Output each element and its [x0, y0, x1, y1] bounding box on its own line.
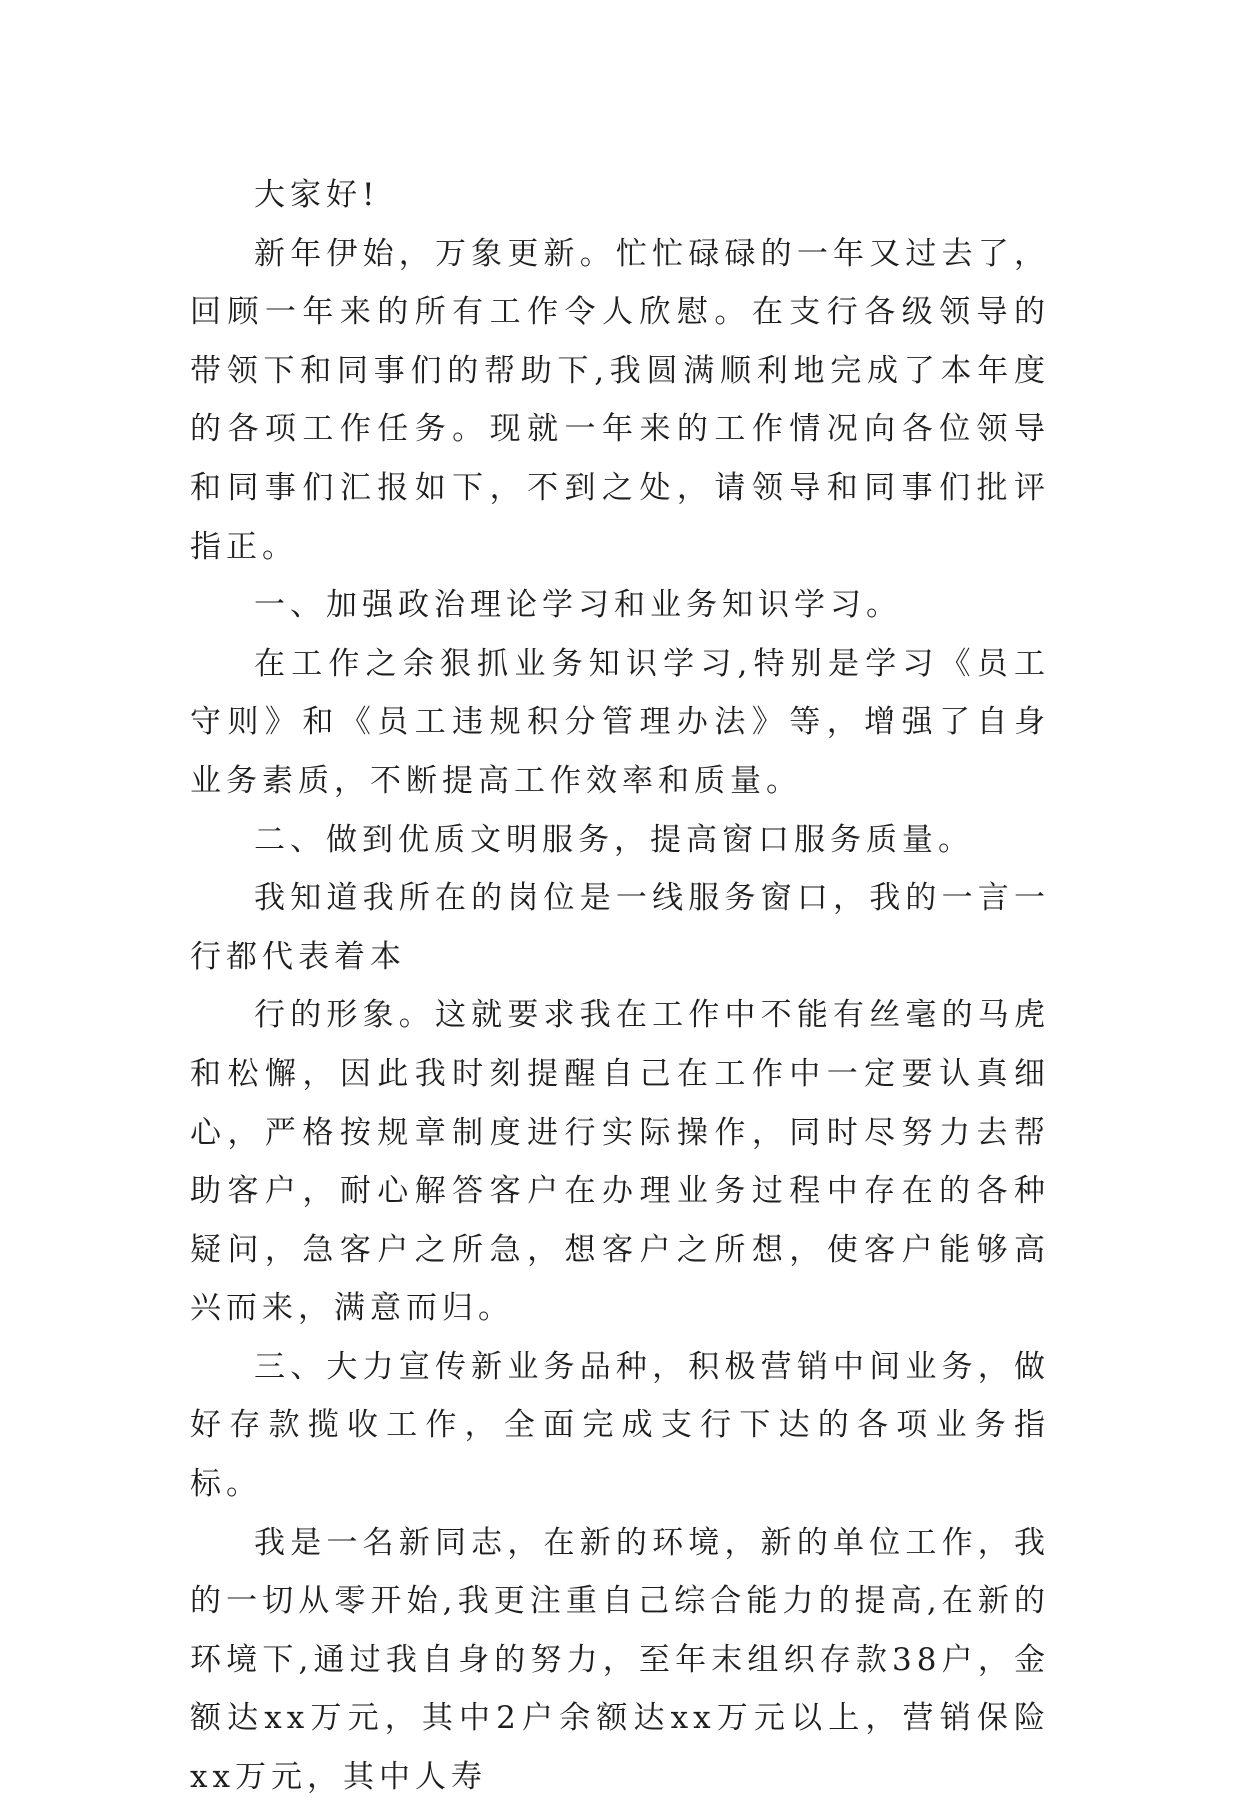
section-heading-2: 二、做到优质文明服务，提高窗口服务质量。: [254, 821, 974, 858]
greeting-paragraph: 大家好!: [254, 177, 380, 213]
section-3-paragraph: 我是一名新同志，在新的环境，新的单位工作，我的一切从零开始,我更注重自己综合能力的提高,在新的环境下,通过我自身的努力，至年末组织存款38户，金额达xx万元，其中2户余额达xx万元以上，营销保险xx万元，其中人寿: [190, 1524, 1050, 1796]
document-body: [190, 166, 1050, 1807]
section-2-paragraph-b: 行的形象。这就要求我在工作中不能有丝毫的马虎和松懈，因此我时刻提醒自己在工作中一定要认真细心，严格按规章制度进行实际操作，同时尽努力去帮助客户，耐心解答客户在办理业务过程中存在的各种疑问，急客户之所急，想客户之所想，使客户能够高兴而来，满意而归。: [190, 997, 1050, 1327]
section-heading-1: 一、加强政治理论学习和业务知识学习。: [254, 587, 902, 624]
intro-paragraph: 新年伊始，万象更新。忙忙碌碌的一年又过去了，回顾一年来的所有工作令人欣慰。在支行各级领导的带领下和同事们的帮助下,我圆满顺利地完成了本年度的各项工作任务。现就一年来的工作情况向各位领导和同事们汇报如下，不到之处，请领导和同事们批评指正。: [190, 235, 1050, 565]
section-2-paragraph-a: 我知道我所在的岗位是一线服务窗口，我的一言一行都代表着本: [190, 880, 1050, 975]
section-heading-3: 三、大力宣传新业务品种，积极营销中间业务，做好存款揽收工作，全面完成支行下达的各项业务指标。: [190, 1348, 1050, 1503]
section-1-paragraph: 在工作之余狠抓业务知识学习,特别是学习《员工守则》和《员工违规积分管理办法》等，增强了自身业务素质，不断提高工作效率和质量。: [190, 645, 1050, 799]
